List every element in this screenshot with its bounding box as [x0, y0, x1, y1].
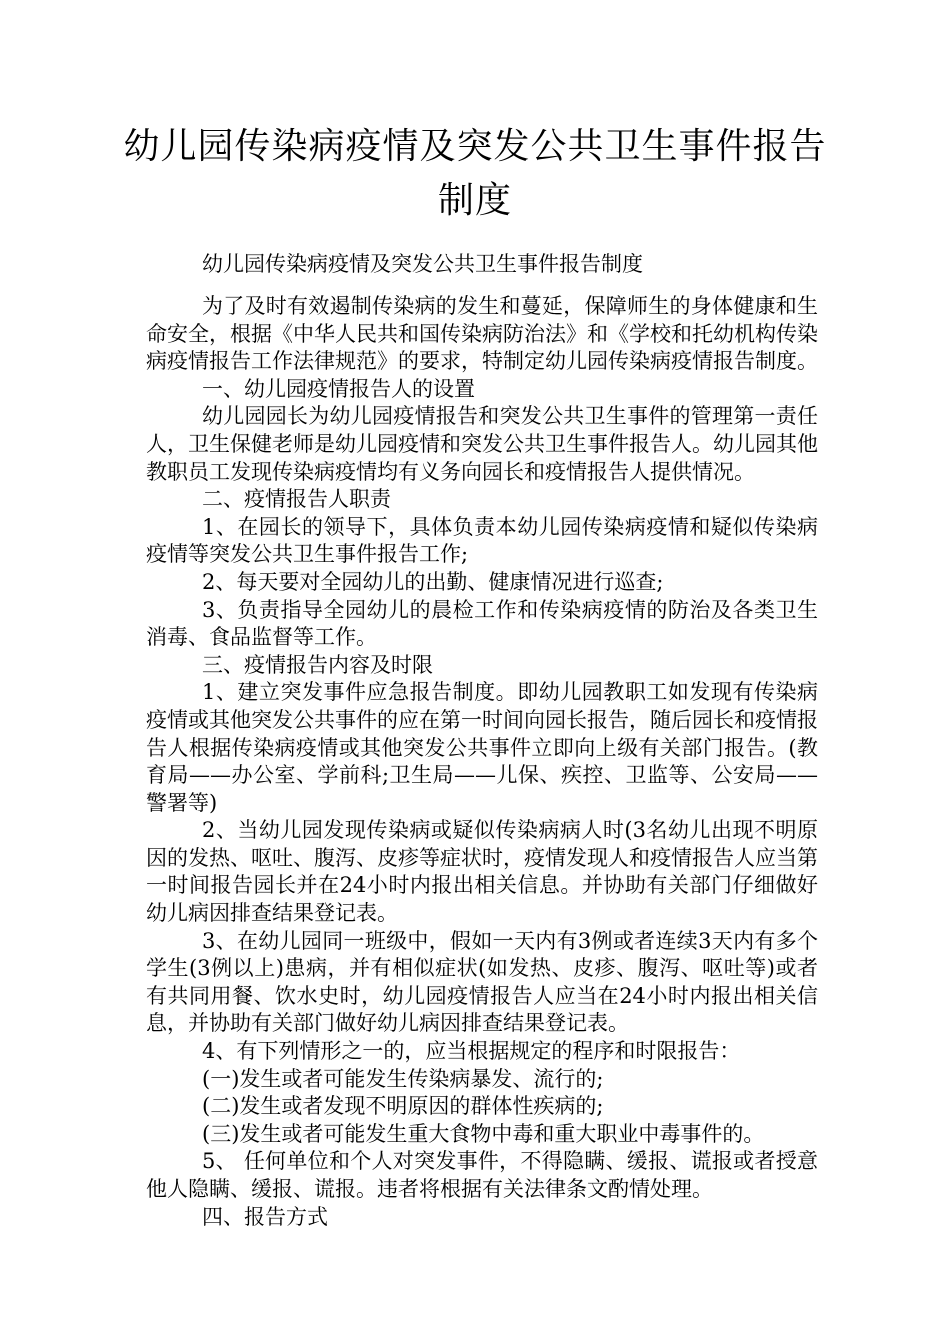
paragraph-rule-3: 3、在幼儿园同一班级中，假如一天内有3例或者连续3天内有多个学生(3例以上)患病，并有相似症状(如发热、皮疹、腹泻、呕吐等)或者有共同用餐、饮水史时，幼儿园疫情报告人应当在24小时内报出相关信息，并协助有关部门做好幼儿病因排查结果登记表。: [146, 928, 818, 1036]
heading-section-1: 一、幼儿园疫情报告人的设置: [202, 376, 475, 401]
list-item-case-1: (一)发生或者可能发生传染病暴发、流行的;: [202, 1066, 604, 1091]
document-subtitle: 幼儿园传染病疫情及突发公共卫生事件报告制度: [202, 252, 643, 276]
list-item-case-3: (三)发生或者可能发生重大食物中毒和重大职业中毒事件的。: [202, 1121, 765, 1146]
paragraph-rule-1: 1、建立突发事件应急报告制度。即幼儿园教职工如发现有传染病疫情或其他突发公共事件的应在第一时间向园长报告，随后园长和疫情报告人根据传染病疫情或其他突发公共事件立即向上级有关部门报告。(教育局——办公室、学前科;卫生局——儿保、疾控、卫监等、公安局——警署等): [146, 680, 818, 815]
paragraph-duty-3: 3、负责指导全园幼儿的晨检工作和传染病疫情的防治及各类卫生消毒、食品监督等工作。: [146, 597, 818, 650]
document-body: [146, 293, 818, 1231]
paragraph-rule-4: 4、有下列情形之一的，应当根据规定的程序和时限报告：: [202, 1039, 741, 1064]
paragraph-reporter-setup: 幼儿园园长为幼儿园疫情报告和突发公共卫生事件的管理第一责任人，卫生保健老师是幼儿园疫情和突发公共卫生事件报告人。幼儿园其他教职员工发现传染病疫情均有义务向园长和疫情报告人提供情况。: [146, 404, 818, 484]
paragraph-duty-2: 2、每天要对全园幼儿的出勤、健康情况进行巡查;: [202, 569, 664, 594]
paragraph-rule-5: 5、 任何单位和个人对突发事件，不得隐瞒、缓报、谎报或者授意他人隐瞒、缓报、谎报。违者将根据有关法律条文酌情处理。: [146, 1149, 818, 1201]
heading-section-4: 四、报告方式: [202, 1204, 328, 1229]
document-title: 幼儿园传染病疫情及突发公共卫生事件报告制度: [123, 126, 827, 221]
list-item-case-2: (二)发生或者发现不明原因的群体性疾病的;: [202, 1094, 604, 1119]
heading-section-3: 三、疫情报告内容及时限: [202, 652, 433, 677]
paragraph-rule-2: 2、当幼儿园发现传染病或疑似传染病病人时(3名幼儿出现不明原因的发热、呕吐、腹泻、皮疹等症状时，疫情发现人和疫情报告人应当第一时间报告园长并在24小时内报出相关信息。并协助有关部门仔细做好幼儿病因排查结果登记表。: [146, 818, 818, 926]
heading-section-2: 二、疫情报告人职责: [202, 487, 391, 512]
paragraph-duty-1: 1、在园长的领导下，具体负责本幼儿园传染病疫情和疑似传染病疫情等突发公共卫生事件报告工作;: [146, 514, 818, 567]
paragraph-intro: 为了及时有效遏制传染病的发生和蔓延，保障师生的身体健康和生命安全，根据《中华人民共和国传染病防治法》和《学校和托幼机构传染病疫情报告工作法律规范》的要求，特制定幼儿园传染病疫情报告制度。: [146, 294, 818, 374]
